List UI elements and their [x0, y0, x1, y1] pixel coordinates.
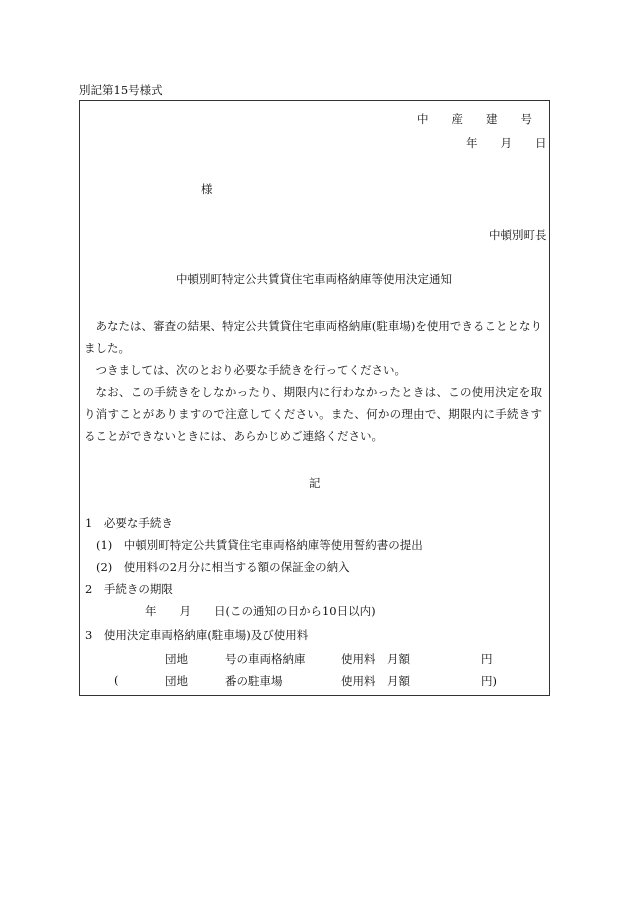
body-paragraph-1: あなたは、審査の結果、特定公共賃貸住宅車両格納庫(駐車場)を使用できることとなりました。 [84, 319, 542, 355]
item-2-deadline: 年 月 日(この通知の日から10日以内) [145, 604, 376, 618]
fee-row-danchi: 団地 [165, 674, 188, 688]
item-2-title: 2 手続きの期限 [85, 582, 173, 596]
body-paragraph-2: つきましては、次のとおり必要な手続きを行ってください。 [95, 363, 406, 377]
fee-row-yen: 円 [481, 652, 493, 666]
document-number: 中 産 建 号 [417, 112, 532, 126]
fee-row-fee: 使用料 月額 [341, 652, 410, 666]
notice-title: 中頓別町特定公共賃貸住宅車両格納庫等使用決定通知 [176, 272, 452, 286]
item-3-title: 3 使用決定車両格納庫(駐車場)及び使用料 [85, 628, 309, 642]
fee-row-yen: 円) [481, 674, 497, 688]
fee-row-open-paren: ( [114, 673, 119, 687]
recipient-honorific: 様 [201, 182, 213, 196]
item-1-sub-1: (1) 中頓別町特定公共賃貸住宅車両格納庫等使用誓約書の提出 [96, 538, 423, 552]
issue-date: 年 月 日 [466, 136, 547, 150]
fee-row-fee: 使用料 月額 [341, 674, 410, 688]
item-1-sub-2: (2) 使用料の2月分に相当する額の保証金の納入 [96, 560, 350, 574]
item-1-title: 1 必要な手続き [85, 516, 173, 530]
body-paragraph-3: なお、この手続きをしなかったり、期限内に行わなかったときは、この使用決定を取り消すことがありますので注意してください。また、何かの理由で、期限内に手続きすることができないときには、あらかじめご連絡ください。 [84, 385, 542, 443]
fee-row-danchi: 団地 [165, 652, 188, 666]
fee-row-place: 番の駐車場 [225, 674, 283, 688]
ki-heading: 記 [309, 476, 321, 490]
sender-name: 中頓別町長 [489, 228, 547, 242]
form-label: 別記第15号様式 [79, 83, 163, 97]
fee-row-place: 号の車両格納庫 [225, 652, 306, 666]
